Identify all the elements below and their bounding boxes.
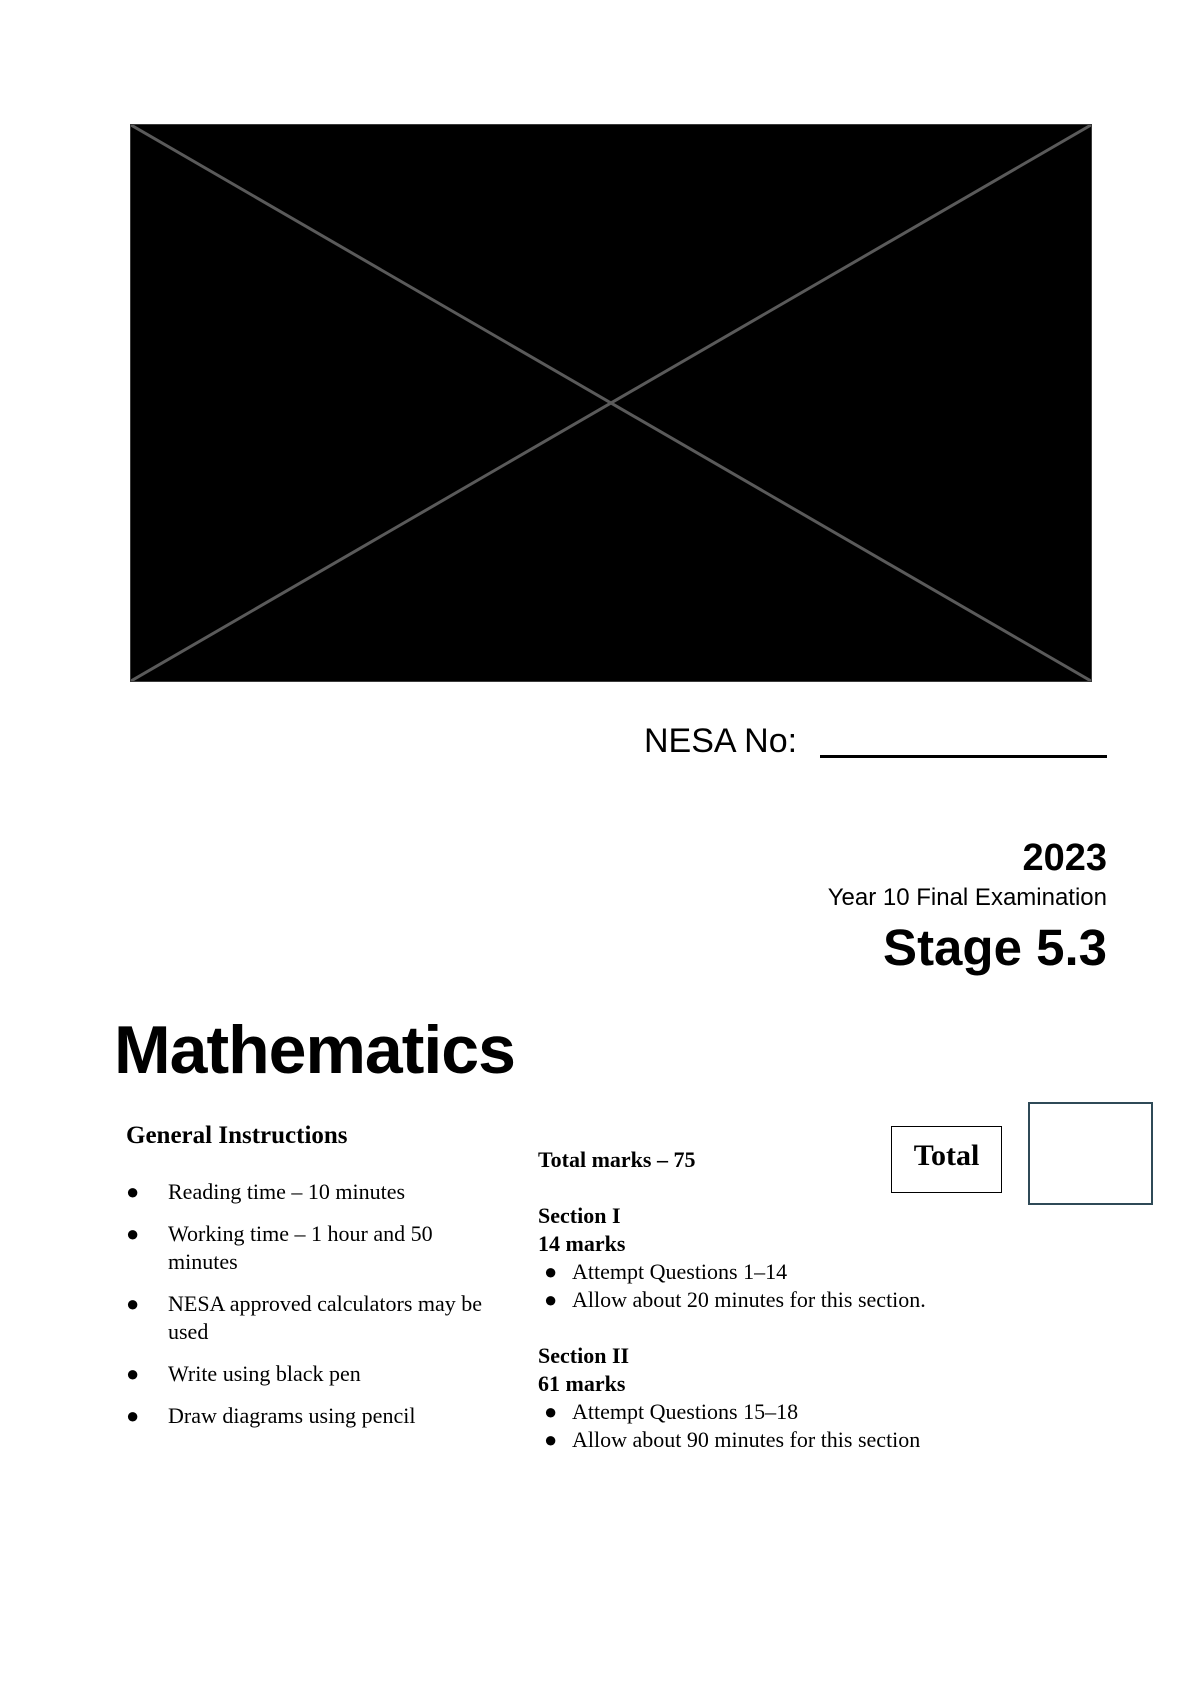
instruction-text: NESA approved calculators may be used <box>168 1291 483 1344</box>
subject-title: Mathematics <box>114 1012 515 1088</box>
bullet-icon: ● <box>126 1361 140 1386</box>
section-instruction-text: Attempt Questions 15–18 <box>572 1399 799 1424</box>
list-item <box>538 1258 926 1286</box>
general-instructions-list <box>126 1178 506 1444</box>
bullet-icon: ● <box>126 1403 140 1428</box>
stage-title: Stage 5.3 <box>883 919 1107 976</box>
list-item <box>126 1360 506 1388</box>
instruction-text: Draw diagrams using pencil <box>168 1403 416 1428</box>
section-marks: 14 marks <box>538 1231 626 1256</box>
section-instruction-text: Allow about 90 minutes for this section <box>572 1427 921 1452</box>
list-item <box>126 1178 506 1206</box>
bullet-icon: ● <box>126 1221 140 1246</box>
total-score-box[interactable] <box>1028 1102 1153 1205</box>
total-marks: Total marks – 75 <box>538 1147 696 1172</box>
instruction-text: Write using black pen <box>168 1361 361 1386</box>
list-item <box>538 1286 926 1314</box>
exam-name: Year 10 Final Examination <box>827 884 1107 911</box>
section-title: Section II <box>538 1343 630 1368</box>
bullet-icon: ● <box>544 1287 558 1312</box>
section-two <box>538 1342 920 1454</box>
bullet-icon: ● <box>544 1259 558 1284</box>
nesa-label: NESA No: <box>644 722 798 760</box>
total-label-box: Total <box>891 1126 1002 1193</box>
exam-year: 2023 <box>1022 837 1107 879</box>
list-item <box>538 1398 920 1426</box>
image-placeholder-cross <box>131 125 1091 681</box>
instruction-text: Working time – 1 hour and 50 minutes <box>168 1221 433 1274</box>
bullet-icon: ● <box>126 1179 140 1204</box>
section-instructions <box>538 1258 926 1314</box>
section-marks: 61 marks <box>538 1371 626 1396</box>
list-item <box>126 1220 506 1276</box>
image-placeholder-icon <box>130 124 1092 682</box>
nesa-number-field[interactable] <box>644 718 1107 764</box>
instruction-text: Reading time – 10 minutes <box>168 1179 406 1204</box>
section-one <box>538 1202 926 1314</box>
list-item <box>126 1290 506 1346</box>
list-item <box>538 1426 920 1454</box>
bullet-icon: ● <box>126 1291 140 1316</box>
section-instructions <box>538 1398 920 1454</box>
section-instruction-text: Allow about 20 minutes for this section. <box>572 1287 926 1312</box>
general-instructions-heading: General Instructions <box>126 1122 348 1149</box>
section-instruction-text: Attempt Questions 1–14 <box>572 1259 788 1284</box>
list-item <box>126 1402 506 1430</box>
section-title: Section I <box>538 1203 621 1228</box>
bullet-icon: ● <box>544 1399 558 1424</box>
bullet-icon: ● <box>544 1427 558 1452</box>
nesa-answer-line[interactable] <box>820 755 1107 758</box>
